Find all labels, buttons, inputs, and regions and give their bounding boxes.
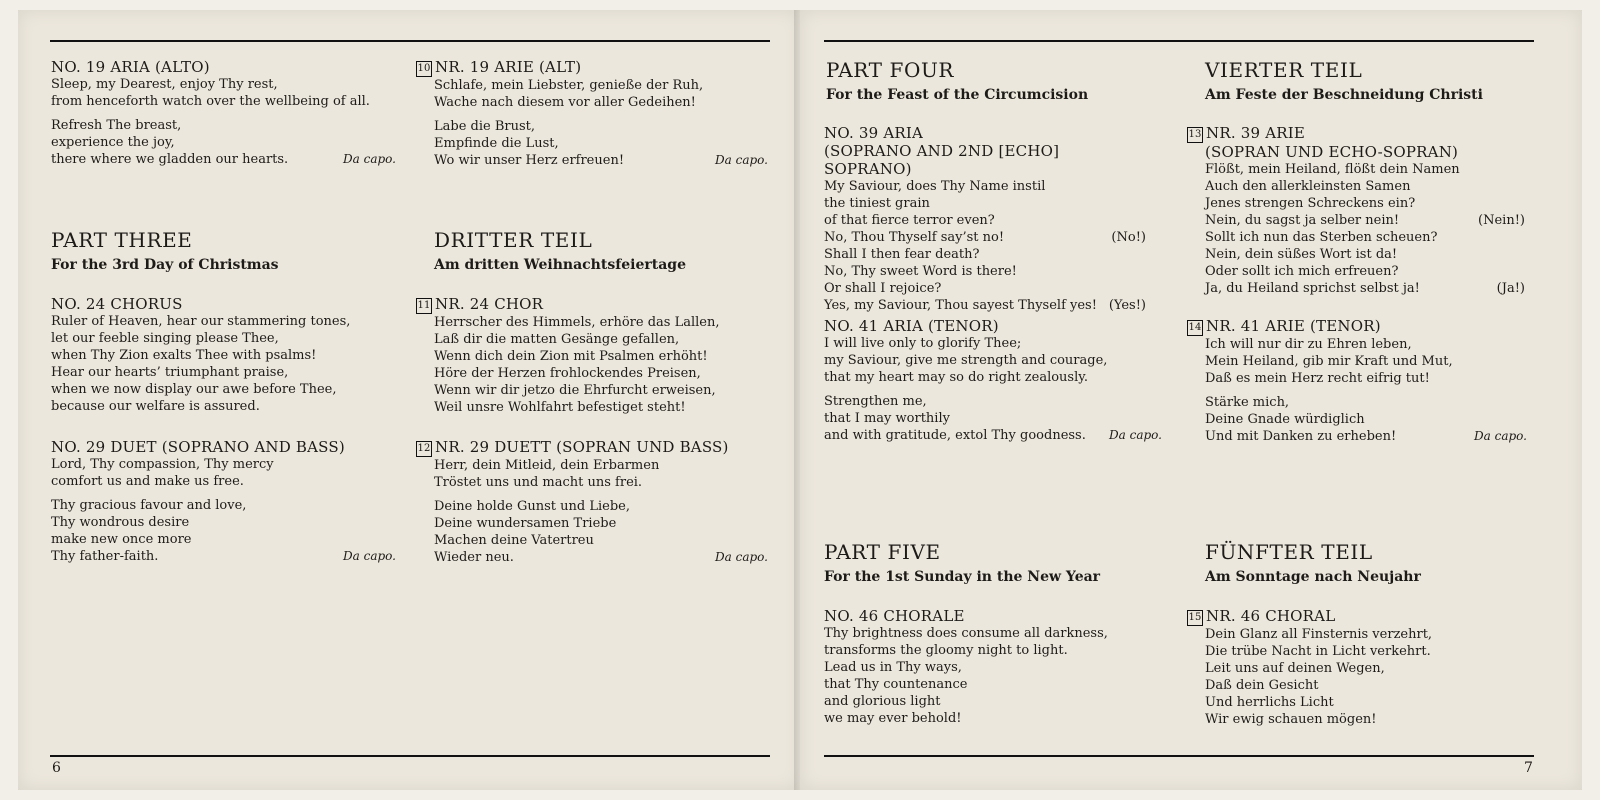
lyric-line: Flößt, mein Heiland, flößt dein Namen: [1205, 162, 1460, 177]
lyric-line: Nein, du sagst ja selber nein!: [1205, 213, 1400, 228]
section-title-row: [416, 295, 768, 314]
lyric-line: Die trübe Nacht in Licht verkehrt.: [1205, 644, 1431, 659]
da-capo: Da capo.: [1474, 429, 1527, 443]
section-title-row: [1187, 124, 1525, 143]
lyric-line: Thy father-faith.: [51, 549, 159, 564]
aria-41-english: [824, 317, 1162, 444]
bottom-rule: [824, 755, 1534, 757]
lyric-line: Jenes strengen Schreckens ein?: [1205, 196, 1416, 211]
part-subtitle: Am Sonntage nach Neujahr: [1205, 569, 1421, 585]
lyric-line: Ich will nur dir zu Ehren leben,: [1205, 337, 1412, 352]
part-five-heading: [824, 540, 1184, 586]
lyric-line: let our feeble singing please Thee,: [51, 331, 279, 346]
lyric-line: Deine Gnade würdiglich: [1205, 412, 1365, 427]
track-number-box: 11: [416, 298, 432, 314]
part-title: VIERTER TEIL: [1205, 58, 1363, 82]
part-title: PART FOUR: [826, 58, 955, 82]
lyric-line: Ja, du Heiland sprichst selbst ja!: [1205, 281, 1420, 296]
section-title: NO. 19 ARIA (ALTO): [51, 58, 210, 76]
lyric-line: Wache nach diesem vor aller Gedeihen!: [434, 95, 696, 110]
part-subtitle: For the Feast of the Circumcision: [826, 87, 1089, 103]
arie-39-german: [1187, 124, 1525, 297]
echo-response: (Ja!): [1496, 281, 1525, 296]
lyric-line: Und mit Danken zu erheben!: [1205, 429, 1397, 444]
dritter-teil-heading: [434, 228, 794, 274]
section-title-row: [416, 438, 768, 457]
top-rule: [50, 40, 770, 42]
lyric-line: Und herrlichs Licht: [1205, 695, 1334, 710]
lyric-line: Sollt ich nun das Sterben scheuen?: [1205, 230, 1438, 245]
track-number-box: 15: [1187, 610, 1203, 626]
section-title: NO. 39 ARIA: [824, 124, 924, 142]
section-title: NR. 46 CHORAL: [1206, 607, 1336, 625]
part-title: DRITTER TEIL: [434, 228, 593, 252]
da-capo: Da capo.: [1109, 428, 1162, 442]
lyric-line: Laß dir die matten Gesänge gefallen,: [434, 332, 680, 347]
echo-response: (No!): [1111, 230, 1146, 245]
bottom-rule: [50, 755, 770, 757]
lyric-line: Machen deine Vatertreu: [434, 533, 594, 548]
section-subtitle: (SOPRANO AND 2ND [ECHO] SOPRANO): [824, 142, 1060, 178]
right-page: [800, 10, 1582, 790]
lyric-line: Deine holde Gunst und Liebe,: [434, 499, 630, 514]
lyric-line: the tiniest grain: [824, 196, 930, 211]
echo-response: (Yes!): [1108, 298, 1146, 313]
lyric-line: Empfinde die Lust,: [434, 136, 559, 151]
lyric-line: and glorious light: [824, 694, 941, 709]
lyric-line: Shall I then fear death?: [824, 247, 980, 262]
chorus-24-english: [51, 295, 411, 415]
lyric-line: No, Thy sweet Word is there!: [824, 264, 1017, 279]
lyric-line: that I may worthily: [824, 411, 950, 426]
lyric-line: Sleep, my Dearest, enjoy Thy rest,: [51, 77, 278, 92]
chorale-46-english: [824, 607, 1184, 727]
lyric-line: Wo wir unser Herz erfreuen!: [434, 153, 625, 168]
lyric-line: of that fierce terror even?: [824, 213, 995, 228]
lyric-line: my Saviour, give me strength and courage,: [824, 353, 1108, 368]
lyric-line: Mein Heiland, gib mir Kraft und Mut,: [1205, 354, 1453, 369]
lyric-line: make new once more: [51, 532, 192, 547]
page-number: 7: [1524, 760, 1533, 776]
lyric-line: Oder sollt ich mich erfreuen?: [1205, 264, 1399, 279]
section-title: NO. 24 CHORUS: [51, 295, 183, 313]
lyric-line: Auch den allerkleinsten Samen: [1205, 179, 1411, 194]
track-number-box: 13: [1187, 127, 1203, 143]
part-title: FÜNFTER TEIL: [1205, 540, 1373, 564]
lyric-line: when we now display our awe before Thee,: [51, 382, 337, 397]
lyric-line: there where we gladden our hearts.: [51, 152, 289, 167]
arie-41-german: [1187, 317, 1527, 445]
arie-19-german: [416, 58, 768, 169]
section-title: NO. 29 DUET (SOPRANO AND BASS): [51, 438, 345, 456]
lyric-line: No, Thou Thyself say’st no!: [824, 230, 1005, 245]
lyric-line: Ruler of Heaven, hear our stammering tones,: [51, 314, 351, 329]
lyric-line: Lead us in Thy ways,: [824, 660, 962, 675]
section-title: NR. 39 ARIE: [1206, 124, 1306, 142]
lyric-line: Deine wundersamen Triebe: [434, 516, 617, 531]
lyric-line: Wir ewig schauen mögen!: [1205, 712, 1377, 727]
lyric-line: Höre der Herzen frohlockendes Preisen,: [434, 366, 701, 381]
track-number-box: 10: [416, 61, 432, 77]
lyric-line: Strengthen me,: [824, 394, 927, 409]
section-title: NR. 41 ARIE (TENOR): [1206, 317, 1381, 335]
lyric-line: Schlafe, mein Liebster, genieße der Ruh,: [434, 78, 704, 93]
lyric-line: we may ever behold!: [824, 711, 962, 726]
lyric-line: Stärke mich,: [1205, 395, 1290, 410]
lyric-line: Hear our hearts’ triumphant praise,: [51, 365, 289, 380]
lyric-line: transforms the gloomy night to light.: [824, 643, 1068, 658]
fuenfter-teil-heading: [1205, 540, 1565, 586]
lyric-line: from henceforth watch over the wellbeing of all.: [51, 94, 370, 109]
lyric-line: Thy wondrous desire: [51, 515, 190, 530]
lyric-line: that my heart may so do right zealously.: [824, 370, 1089, 385]
vierter-teil-heading: [1205, 58, 1565, 104]
choral-46-german: [1187, 607, 1547, 728]
lyric-line: Thy gracious favour and love,: [51, 498, 247, 513]
da-capo: Da capo.: [343, 152, 396, 166]
lyric-line: Leit uns auf deinen Wegen,: [1205, 661, 1385, 676]
section-subtitle: (SOPRAN UND ECHO-SOPRAN): [1205, 143, 1459, 161]
lyric-line: Wenn wir dir jetzo die Ehrfurcht erweisen,: [434, 383, 716, 398]
lyric-line: experience the joy,: [51, 135, 175, 150]
section-title: NO. 41 ARIA (TENOR): [824, 317, 999, 335]
section-title: NR. 19 ARIE (ALT): [435, 58, 582, 76]
lyric-line: Dein Glanz all Finsternis verzehrt,: [1205, 627, 1433, 642]
section-title-row: [1187, 607, 1547, 626]
lyric-line: Or shall I rejoice?: [824, 281, 942, 296]
lyric-line: Herr, dein Mitleid, dein Erbarmen: [434, 458, 660, 473]
lyric-line: Nein, dein süßes Wort ist da!: [1205, 247, 1398, 262]
lyric-line: and with gratitude, extol Thy goodness.: [824, 428, 1086, 443]
section-title: NR. 29 DUETT (SOPRAN UND BASS): [435, 438, 729, 456]
section-title: NO. 46 CHORALE: [824, 607, 965, 625]
top-rule: [824, 40, 1534, 42]
part-four-heading: [826, 58, 1186, 104]
echo-response: (Nein!): [1478, 213, 1525, 228]
part-title: PART THREE: [51, 228, 193, 252]
lyric-line: Lord, Thy compassion, Thy mercy: [51, 457, 274, 472]
aria-19-english: [51, 58, 396, 168]
da-capo: Da capo.: [715, 550, 768, 564]
lyric-line: Thy brightness does consume all darkness,: [824, 626, 1108, 641]
lyric-line: Tröstet uns und macht uns frei.: [434, 475, 643, 490]
part-subtitle: Am Feste der Beschneidung Christi: [1205, 87, 1483, 103]
lyric-line: Labe die Brust,: [434, 119, 536, 134]
part-subtitle: For the 1st Sunday in the New Year: [824, 569, 1101, 585]
da-capo: Da capo.: [715, 153, 768, 167]
part-subtitle: For the 3rd Day of Christmas: [51, 257, 279, 273]
da-capo: Da capo.: [343, 549, 396, 563]
lyric-line: Wieder neu.: [434, 550, 514, 565]
part-three-heading: [51, 228, 411, 274]
part-title: PART FIVE: [824, 540, 941, 564]
lyric-line: Refresh The breast,: [51, 118, 182, 133]
lyric-line: Daß dein Gesicht: [1205, 678, 1319, 693]
aria-39-english: [824, 124, 1146, 314]
lyric-line: My Saviour, does Thy Name instil: [824, 179, 1046, 194]
track-number-box: 12: [416, 441, 432, 457]
lyric-line: Wenn dich dein Zion mit Psalmen erhöht!: [434, 349, 708, 364]
duet-29-english: [51, 438, 396, 565]
page-number: 6: [52, 760, 61, 776]
lyric-line: comfort us and make us free.: [51, 474, 244, 489]
lyric-line: Yes, my Saviour, Thou sayest Thyself yes!: [824, 298, 1097, 313]
section-title-row: [416, 58, 768, 77]
section-title: NR. 24 CHOR: [435, 295, 544, 313]
left-page: [18, 10, 800, 790]
part-subtitle: Am dritten Weihnachtsfeiertage: [434, 257, 686, 273]
lyric-line: I will live only to glorify Thee;: [824, 336, 1022, 351]
lyric-line: that Thy countenance: [824, 677, 968, 692]
lyric-line: when Thy Zion exalts Thee with psalms!: [51, 348, 317, 363]
lyric-line: Herrscher des Himmels, erhöre das Lallen,: [434, 315, 720, 330]
chor-24-german: [416, 295, 768, 416]
lyric-line: Daß es mein Herz recht eifrig tut!: [1205, 371, 1430, 386]
lyric-line: Weil unsre Wohlfahrt befestiget steht!: [434, 400, 686, 415]
section-title-row: [1187, 317, 1527, 336]
track-number-box: 14: [1187, 320, 1203, 336]
lyric-line: because our welfare is assured.: [51, 399, 260, 414]
duett-29-german: [416, 438, 768, 566]
